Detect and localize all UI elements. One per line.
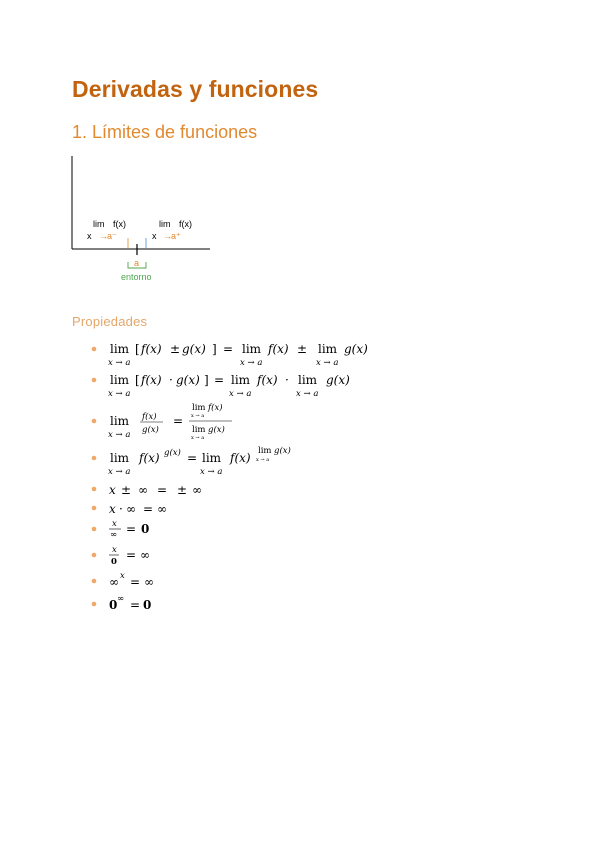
list-item <box>92 342 368 368</box>
left-lim-a: a⁻ <box>107 231 117 241</box>
lim-word: lim <box>202 451 222 465</box>
infinity: ∞ <box>126 502 136 516</box>
fraction-denominator: ∞ <box>110 530 118 540</box>
equals-sign: = <box>130 598 141 612</box>
equals-sign: = <box>157 483 168 497</box>
lim-sub: x → a <box>108 389 131 399</box>
pm-sign: ± <box>121 483 132 497</box>
bullet-icon <box>92 419 97 424</box>
lim-sub: x → a <box>108 358 131 368</box>
g-term: g(x) <box>326 373 350 387</box>
lim-word: lim <box>110 414 130 428</box>
lim-sub: x → a <box>191 413 205 419</box>
fraction-numerator: f(x) <box>142 412 157 422</box>
pm-sign: ± <box>177 483 188 497</box>
lim-sub: x → a <box>108 467 131 477</box>
exponent-lim: lim <box>258 446 272 456</box>
infinity: ∞ <box>157 502 167 516</box>
bullet-icon <box>92 579 97 584</box>
infinity: ∞ <box>109 575 119 589</box>
bullet-icon <box>92 487 97 492</box>
bullet-icon <box>92 456 97 461</box>
result-value: 0 <box>141 522 150 536</box>
bullet-icon <box>92 553 97 558</box>
infinity: ∞ <box>192 483 202 497</box>
f-term: f(x) <box>230 451 251 465</box>
left-lim-x: x <box>87 231 92 241</box>
f-term: f(x) <box>208 403 223 413</box>
exponent-g: g(x) <box>164 448 181 458</box>
right-lim-x: x <box>152 231 157 241</box>
point-a-label: a <box>134 258 140 268</box>
subsection-heading: Propiedades <box>72 314 148 329</box>
infinity: ∞ <box>138 483 148 497</box>
fraction-numerator: x <box>112 519 117 529</box>
list-item <box>92 545 150 567</box>
f-term: f(x) <box>141 373 162 387</box>
lim-word: lim <box>192 425 206 435</box>
f-term: f(x) <box>141 342 162 356</box>
list-item <box>92 402 232 441</box>
lim-word: lim <box>110 451 130 465</box>
f-term: f(x) <box>139 451 160 465</box>
fraction-denominator: 0 <box>111 557 117 567</box>
list-item <box>92 373 350 399</box>
left-lim-word: lim <box>93 219 105 229</box>
equals-sign: = <box>214 373 225 387</box>
exponent-infinity: ∞ <box>117 594 125 604</box>
bullet-icon <box>92 602 97 607</box>
list-item <box>92 594 152 612</box>
g-term: g(x) <box>208 425 225 435</box>
fraction-numerator: x <box>112 545 117 555</box>
exponent-sub: x → a <box>256 457 270 463</box>
base-zero: 0 <box>109 598 118 612</box>
lim-word: lim <box>231 373 251 387</box>
equals-sign: = <box>173 414 184 428</box>
equals-sign: = <box>126 548 137 562</box>
g-term: g(x) <box>344 342 368 356</box>
bracket-open: [ <box>135 342 140 356</box>
g-term: g(x) <box>182 342 206 356</box>
equals-sign: = <box>187 451 198 465</box>
lim-word: lim <box>110 342 130 356</box>
bullet-icon <box>92 506 97 511</box>
exponent-x: x <box>120 571 125 581</box>
properties-math <box>0 336 600 626</box>
limits-diagram <box>66 152 216 287</box>
result-value: 0 <box>143 598 152 612</box>
right-lim-arrow: → <box>163 231 172 241</box>
lim-sub: x → a <box>229 389 252 399</box>
lim-word: lim <box>110 373 130 387</box>
list-item <box>92 445 291 477</box>
lim-sub: x → a <box>191 435 205 441</box>
g-term: g(x) <box>176 373 200 387</box>
properties-list <box>0 336 600 626</box>
bullet-icon <box>92 527 97 532</box>
left-lim-arrow: → <box>99 231 108 241</box>
result-value: ∞ <box>140 548 150 562</box>
list-item <box>92 571 154 589</box>
exponent-g: g(x) <box>274 446 291 456</box>
bracket-close: ] <box>204 373 209 387</box>
fraction-denominator: g(x) <box>142 425 159 435</box>
cdot-sign: · <box>169 373 173 387</box>
cdot-sign: · <box>119 502 123 516</box>
document-title: Derivadas y funciones <box>72 76 319 102</box>
lim-sub: x → a <box>200 467 223 477</box>
f-term: f(x) <box>257 373 278 387</box>
list-item <box>92 519 150 540</box>
bracket-close: ] <box>212 342 217 356</box>
lim-word: lim <box>242 342 262 356</box>
bullet-icon <box>92 347 97 352</box>
left-lim-fx: f(x) <box>113 219 126 229</box>
bracket-open: [ <box>135 373 140 387</box>
pm-sign: ± <box>297 342 308 356</box>
lim-sub: x → a <box>108 430 131 440</box>
lim-word: lim <box>192 403 206 413</box>
neighborhood-label: entorno <box>121 272 152 282</box>
lim-word: lim <box>318 342 338 356</box>
equals-sign: = <box>223 342 234 356</box>
equals-sign: = <box>126 522 137 536</box>
lim-sub: x → a <box>296 389 319 399</box>
lim-word: lim <box>298 373 318 387</box>
x-term: x <box>109 502 116 516</box>
cdot-sign: · <box>285 373 289 387</box>
right-lim-fx: f(x) <box>179 219 192 229</box>
pm-sign: ± <box>170 342 181 356</box>
bullet-icon <box>92 378 97 383</box>
list-item <box>92 502 167 516</box>
f-term: f(x) <box>268 342 289 356</box>
equals-sign: = <box>143 502 154 516</box>
equals-sign: = <box>130 575 141 589</box>
x-term: x <box>109 483 116 497</box>
section-heading: 1. Límites de funciones <box>72 122 258 142</box>
right-lim-a: a⁺ <box>171 231 181 241</box>
result-value: ∞ <box>144 575 154 589</box>
list-item <box>92 483 202 497</box>
lim-sub: x → a <box>240 358 263 368</box>
right-lim-word: lim <box>159 219 171 229</box>
lim-sub: x → a <box>316 358 339 368</box>
